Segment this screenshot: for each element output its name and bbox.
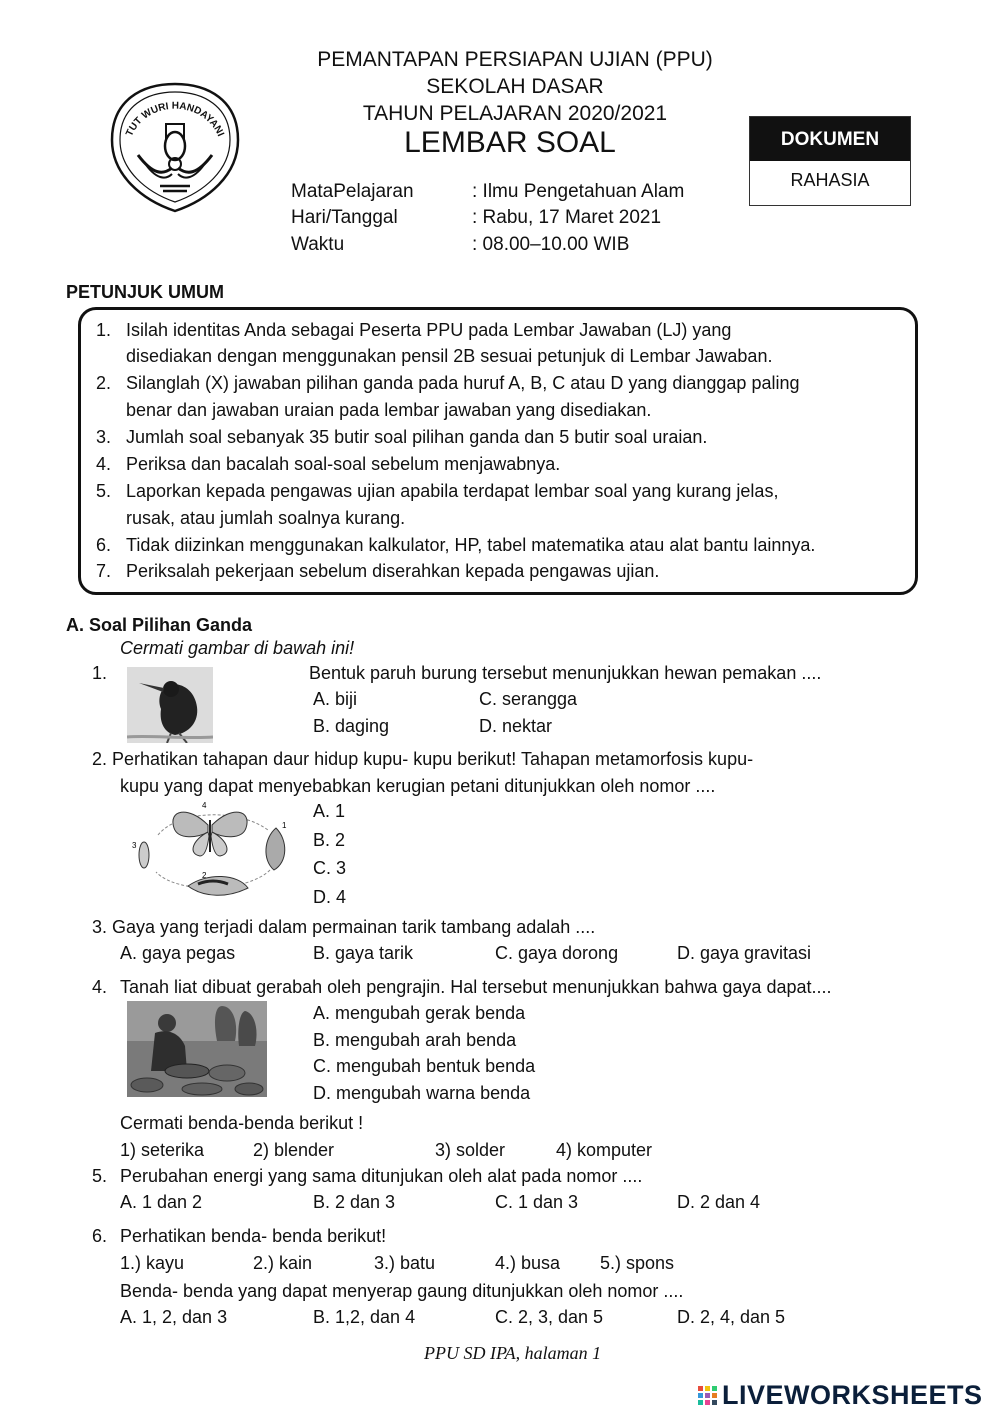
q2-text-line-1: 2. Perhatikan tahapan daur hidup kupu- kupu berikut! Tahapan metamorfosis kupu- bbox=[92, 749, 754, 769]
instruction-num: 6. bbox=[96, 535, 112, 555]
item-2: 2) blender bbox=[253, 1140, 335, 1160]
q3-option-c: C. gaya dorong bbox=[495, 943, 619, 963]
meta-value-date: : Rabu, 17 Maret 2021 bbox=[472, 207, 662, 228]
q6-option-b: B. 1,2, dan 4 bbox=[313, 1307, 416, 1327]
instruction-text: disediakan dengan menggunakan pensil 2B sesuai petunjuk di Lembar Jawaban. bbox=[126, 346, 773, 366]
q4-option-c: C. mengubah bentuk benda bbox=[313, 1056, 536, 1076]
q2-option-c: C. 3 bbox=[313, 858, 347, 878]
instruction-num: 5. bbox=[96, 481, 112, 501]
q5-option-a: A. 1 dan 2 bbox=[120, 1192, 203, 1212]
bird-image bbox=[127, 667, 213, 743]
q1-option-d: D. nektar bbox=[479, 716, 553, 736]
item-1: 1) seterika bbox=[120, 1140, 205, 1160]
q3-option-d: D. gaya gravitasi bbox=[677, 943, 812, 963]
q3-option-b: B. gaya tarik bbox=[313, 943, 414, 963]
items-intro: Cermati benda-benda berikut ! bbox=[120, 1113, 364, 1133]
instruction-num: 2. bbox=[96, 373, 112, 393]
meta-value-subject: : Ilmu Pengetahuan Alam bbox=[472, 181, 685, 202]
q6-item-2: 2.) kain bbox=[253, 1253, 313, 1273]
q5-option-c: C. 1 dan 3 bbox=[495, 1192, 579, 1212]
q2-option-d: D. 4 bbox=[313, 887, 347, 907]
meta-label-time: Waktu bbox=[291, 234, 345, 255]
logo-arc-text: TUT WURI HANDAYANI bbox=[124, 100, 226, 139]
instruction-num: 7. bbox=[96, 561, 112, 581]
q2-option-a: A. 1 bbox=[313, 801, 346, 821]
q1-text: Bentuk paruh burung tersebut menunjukkan hewan pemakan .... bbox=[309, 663, 822, 683]
instruction-text: rusak, atau jumlah soalnya kurang. bbox=[126, 508, 406, 528]
section-a-intro: Cermati gambar di bawah ini! bbox=[120, 638, 355, 658]
q1-option-a: A. biji bbox=[313, 689, 358, 709]
confidential-label: RAHASIA bbox=[790, 170, 870, 190]
pottery-image bbox=[127, 1001, 267, 1097]
butterfly-icon bbox=[173, 812, 247, 856]
leaf-eggs-icon bbox=[266, 828, 285, 870]
page-footer: PPU SD IPA, halaman 1 bbox=[424, 1343, 602, 1363]
q5-option-b: B. 2 dan 3 bbox=[313, 1192, 396, 1212]
q4-option-d: D. mengubah warna benda bbox=[313, 1083, 531, 1103]
q2-text-line-2: kupu yang dapat menyebabkan kerugian petani ditunjukkan oleh nomor .... bbox=[120, 776, 716, 796]
instruction-text: Isilah identitas Anda sebagai Peserta PPU pada Lembar Jawaban (LJ) yang bbox=[126, 320, 732, 340]
q6-item-5: 5.) spons bbox=[600, 1253, 675, 1273]
q5-text: Perubahan energi yang sama ditunjukan oleh alat pada nomor .... bbox=[120, 1166, 643, 1186]
item-3: 3) solder bbox=[435, 1140, 506, 1160]
q4-option-b: B. mengubah arah benda bbox=[313, 1030, 517, 1050]
page-title: LEMBAR SOAL bbox=[404, 126, 616, 159]
q6-item-1: 1.) kayu bbox=[120, 1253, 185, 1273]
instruction-text: benar dan jawaban uraian pada lembar jawaban yang disediakan. bbox=[126, 400, 652, 420]
q1-option-c: C. serangga bbox=[479, 689, 578, 709]
header-line-1: PEMANTAPAN PERSIAPAN UJIAN (PPU) bbox=[317, 48, 713, 71]
q6-number: 6. bbox=[92, 1226, 108, 1246]
meta-value-time: : 08.00–10.00 WIB bbox=[472, 234, 630, 255]
tut-wuri-logo bbox=[108, 80, 243, 215]
q2-option-b: B. 2 bbox=[313, 830, 346, 850]
liveworksheets-watermark bbox=[697, 1378, 983, 1412]
q4-number: 4. bbox=[92, 977, 108, 997]
q1-number: 1. bbox=[92, 663, 108, 683]
q6-option-c: C. 2, 3, dan 5 bbox=[495, 1307, 604, 1327]
instruction-num: 4. bbox=[96, 454, 112, 474]
document-status-box bbox=[749, 116, 911, 206]
q6-option-d: D. 2, 4, dan 5 bbox=[677, 1307, 786, 1327]
q3-text: 3. Gaya yang terjadi dalam permainan tarik tambang adalah .... bbox=[92, 917, 596, 937]
instructions-heading: PETUNJUK UMUM bbox=[66, 282, 225, 302]
instruction-num: 1. bbox=[96, 320, 112, 340]
meta-label-date: Hari/Tanggal bbox=[291, 207, 398, 228]
item-4: 4) komputer bbox=[556, 1140, 653, 1160]
caterpillar-leaf-icon bbox=[188, 876, 248, 895]
q1-option-b: B. daging bbox=[313, 716, 390, 736]
instruction-text: Periksa dan bacalah soal-soal sebelum menjawabnya. bbox=[126, 454, 561, 474]
document-label: DOKUMEN bbox=[750, 117, 910, 161]
section-a-heading: A. Soal Pilihan Ganda bbox=[66, 615, 253, 635]
instruction-num: 3. bbox=[96, 427, 112, 447]
q6-item-4: 4.) busa bbox=[495, 1253, 561, 1273]
q3-option-a: A. gaya pegas bbox=[120, 943, 236, 963]
instruction-text: Jumlah soal sebanyak 35 butir soal pilihan ganda dan 5 butir soal uraian. bbox=[126, 427, 708, 447]
lifecycle-label-1: 1 bbox=[282, 821, 287, 830]
lifecycle-label-4: 4 bbox=[202, 801, 207, 810]
butterfly-lifecycle-diagram bbox=[128, 800, 293, 900]
q4-option-a: A. mengubah gerak benda bbox=[313, 1003, 526, 1023]
lifecycle-label-3: 3 bbox=[132, 841, 137, 850]
instruction-text: Periksalah pekerjaan sebelum diserahkan kepada pengawas ujian. bbox=[126, 561, 660, 581]
q6-option-a: A. 1, 2, dan 3 bbox=[120, 1307, 228, 1327]
q6-item-3: 3.) batu bbox=[374, 1253, 436, 1273]
q6-text: Perhatikan benda- benda berikut! bbox=[120, 1226, 387, 1246]
q4-text: Tanah liat dibuat gerabah oleh pengrajin. Hal tersebut menunjukkan bahwa gaya dapat.... bbox=[120, 977, 832, 997]
pupa-icon bbox=[139, 842, 149, 868]
liveworksheets-logo-icon bbox=[697, 1385, 719, 1406]
instruction-text: Tidak diizinkan menggunakan kalkulator, HP, tabel matematika atau alat bantu lainnya. bbox=[126, 535, 816, 555]
q5-option-d: D. 2 dan 4 bbox=[677, 1192, 761, 1212]
instruction-text: Laporkan kepada pengawas ujian apabila terdapat lembar soal yang kurang jelas, bbox=[126, 481, 779, 501]
header-line-3: TAHUN PELAJARAN 2020/2021 bbox=[362, 102, 668, 125]
q6-question: Benda- benda yang dapat menyerap gaung ditunjukkan oleh nomor .... bbox=[120, 1281, 684, 1301]
header-line-2: SEKOLAH DASAR bbox=[426, 75, 604, 98]
liveworksheets-text: LIVEWORKSHEETS bbox=[722, 1379, 983, 1410]
instruction-text: Silanglah (X) jawaban pilihan ganda pada huruf A, B, C atau D yang dianggap paling bbox=[126, 373, 800, 393]
lifecycle-label-2: 2 bbox=[202, 871, 207, 880]
meta-label-subject: MataPelajaran bbox=[291, 181, 414, 202]
q5-number: 5. bbox=[92, 1166, 108, 1186]
